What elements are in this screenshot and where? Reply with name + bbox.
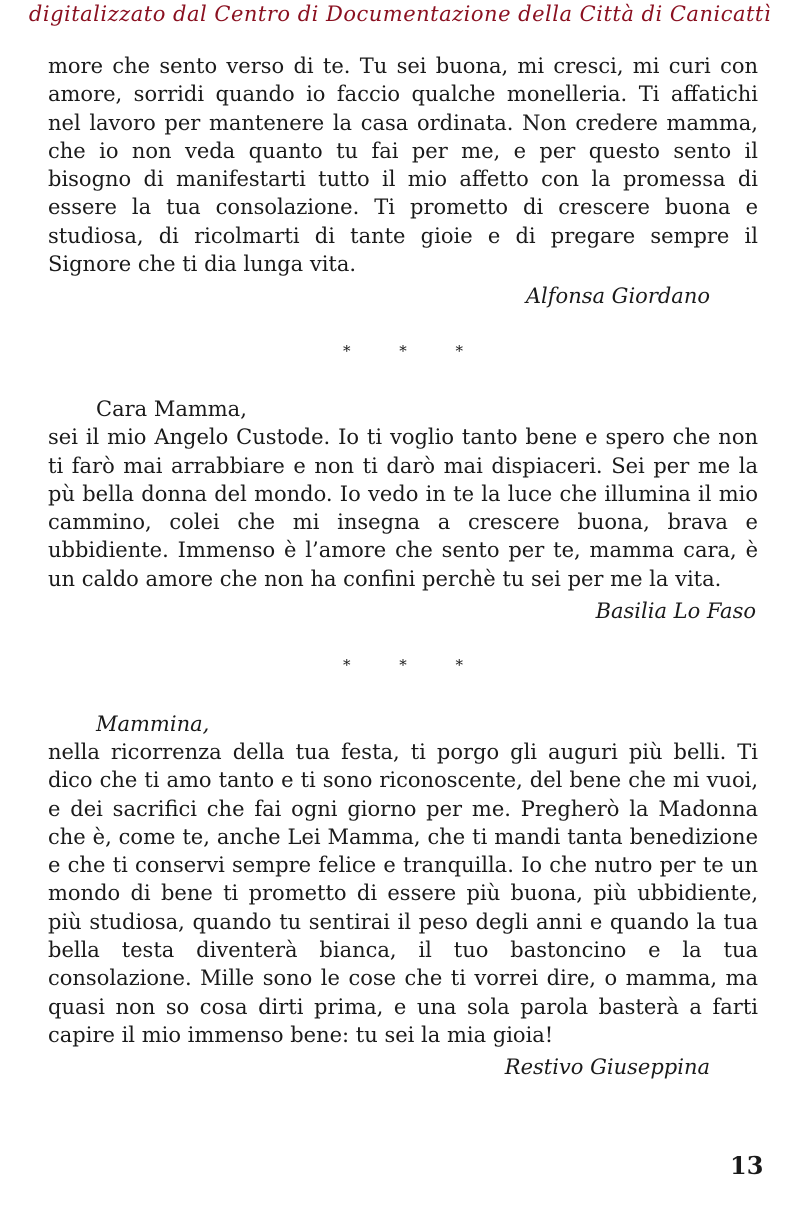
document-page (48, 52, 758, 1082)
page-number: 13 (730, 1151, 764, 1180)
digitization-watermark: digitalizzato dal Centro di Documentazione della Città di Canicattì (28, 2, 772, 26)
letter-3-signature: Restivo Giuseppina (504, 1055, 710, 1080)
section-separator-1: * * * (342, 341, 486, 360)
letter-1-body: more che sento verso di te. Tu sei buona, mi cresci, mi curi con amore, sorridi quando io faccio qualche monelleria. Ti affatichi nel lavoro per mantenere la casa ordinata. Non credere mamma, che io non veda quanto tu fai per me, e per questo sento il bisogno di manifestarti tutto il mio affetto con la promessa di essere la tua consolazione. Ti prometto di crescere buona e studiosa, di ricolmarti di tante gioie e di pregare sempre il Signore che ti dia lunga vita. (48, 54, 758, 277)
letter-2-salutation: Cara Mamma, (96, 396, 247, 421)
letter-2-body: sei il mio Angelo Custode. Io ti voglio tanto bene e spero che non ti farò mai arrabbiare e non ti darò mai dispiaceri. Sei per me la pù bella donna del mondo. Io vedo in te la luce che illumina il mio cammino, colei che mi insegna a crescere buona, brava e ubbidiente. Immenso è l’amore che sento per te, mamma cara, è un caldo amore che non ha confini perchè tu sei per me la vita. (48, 425, 758, 591)
letter-3-body: nella ricorrenza della tua festa, ti porgo gli auguri più belli. Ti dico che ti amo tanto e ti sono riconoscente, del bene che mi vuoi, e dei sacrifici che fai ogni giorno per me. Pregherò la Madonna che è, come te, anche Lei Mamma, che ti mandi tanta benedizione e che ti conservi sempre felice e tranquilla. Io che nutro per te un mondo di bene ti prometto di essere più buona, più ubbidiente, più studiosa, quando tu sentirai il peso degli anni e quando la tua bella testa diventerà bianca, il tuo bastoncino e la tua consolazione. Mille sono le cose che ti vorrei dire, o mamma, ma quasi non so cosa dirti prima, e una sola parola basterà a farti capire il mio immenso bene: tu sei la mia gioia! (48, 739, 758, 1047)
letter-1-signature: Alfonsa Giordano (525, 284, 710, 309)
letter-2-signature: Basilia Lo Faso (595, 599, 756, 624)
letter-3-salutation: Mammina, (96, 711, 210, 736)
section-separator-2: * * * (342, 656, 486, 675)
